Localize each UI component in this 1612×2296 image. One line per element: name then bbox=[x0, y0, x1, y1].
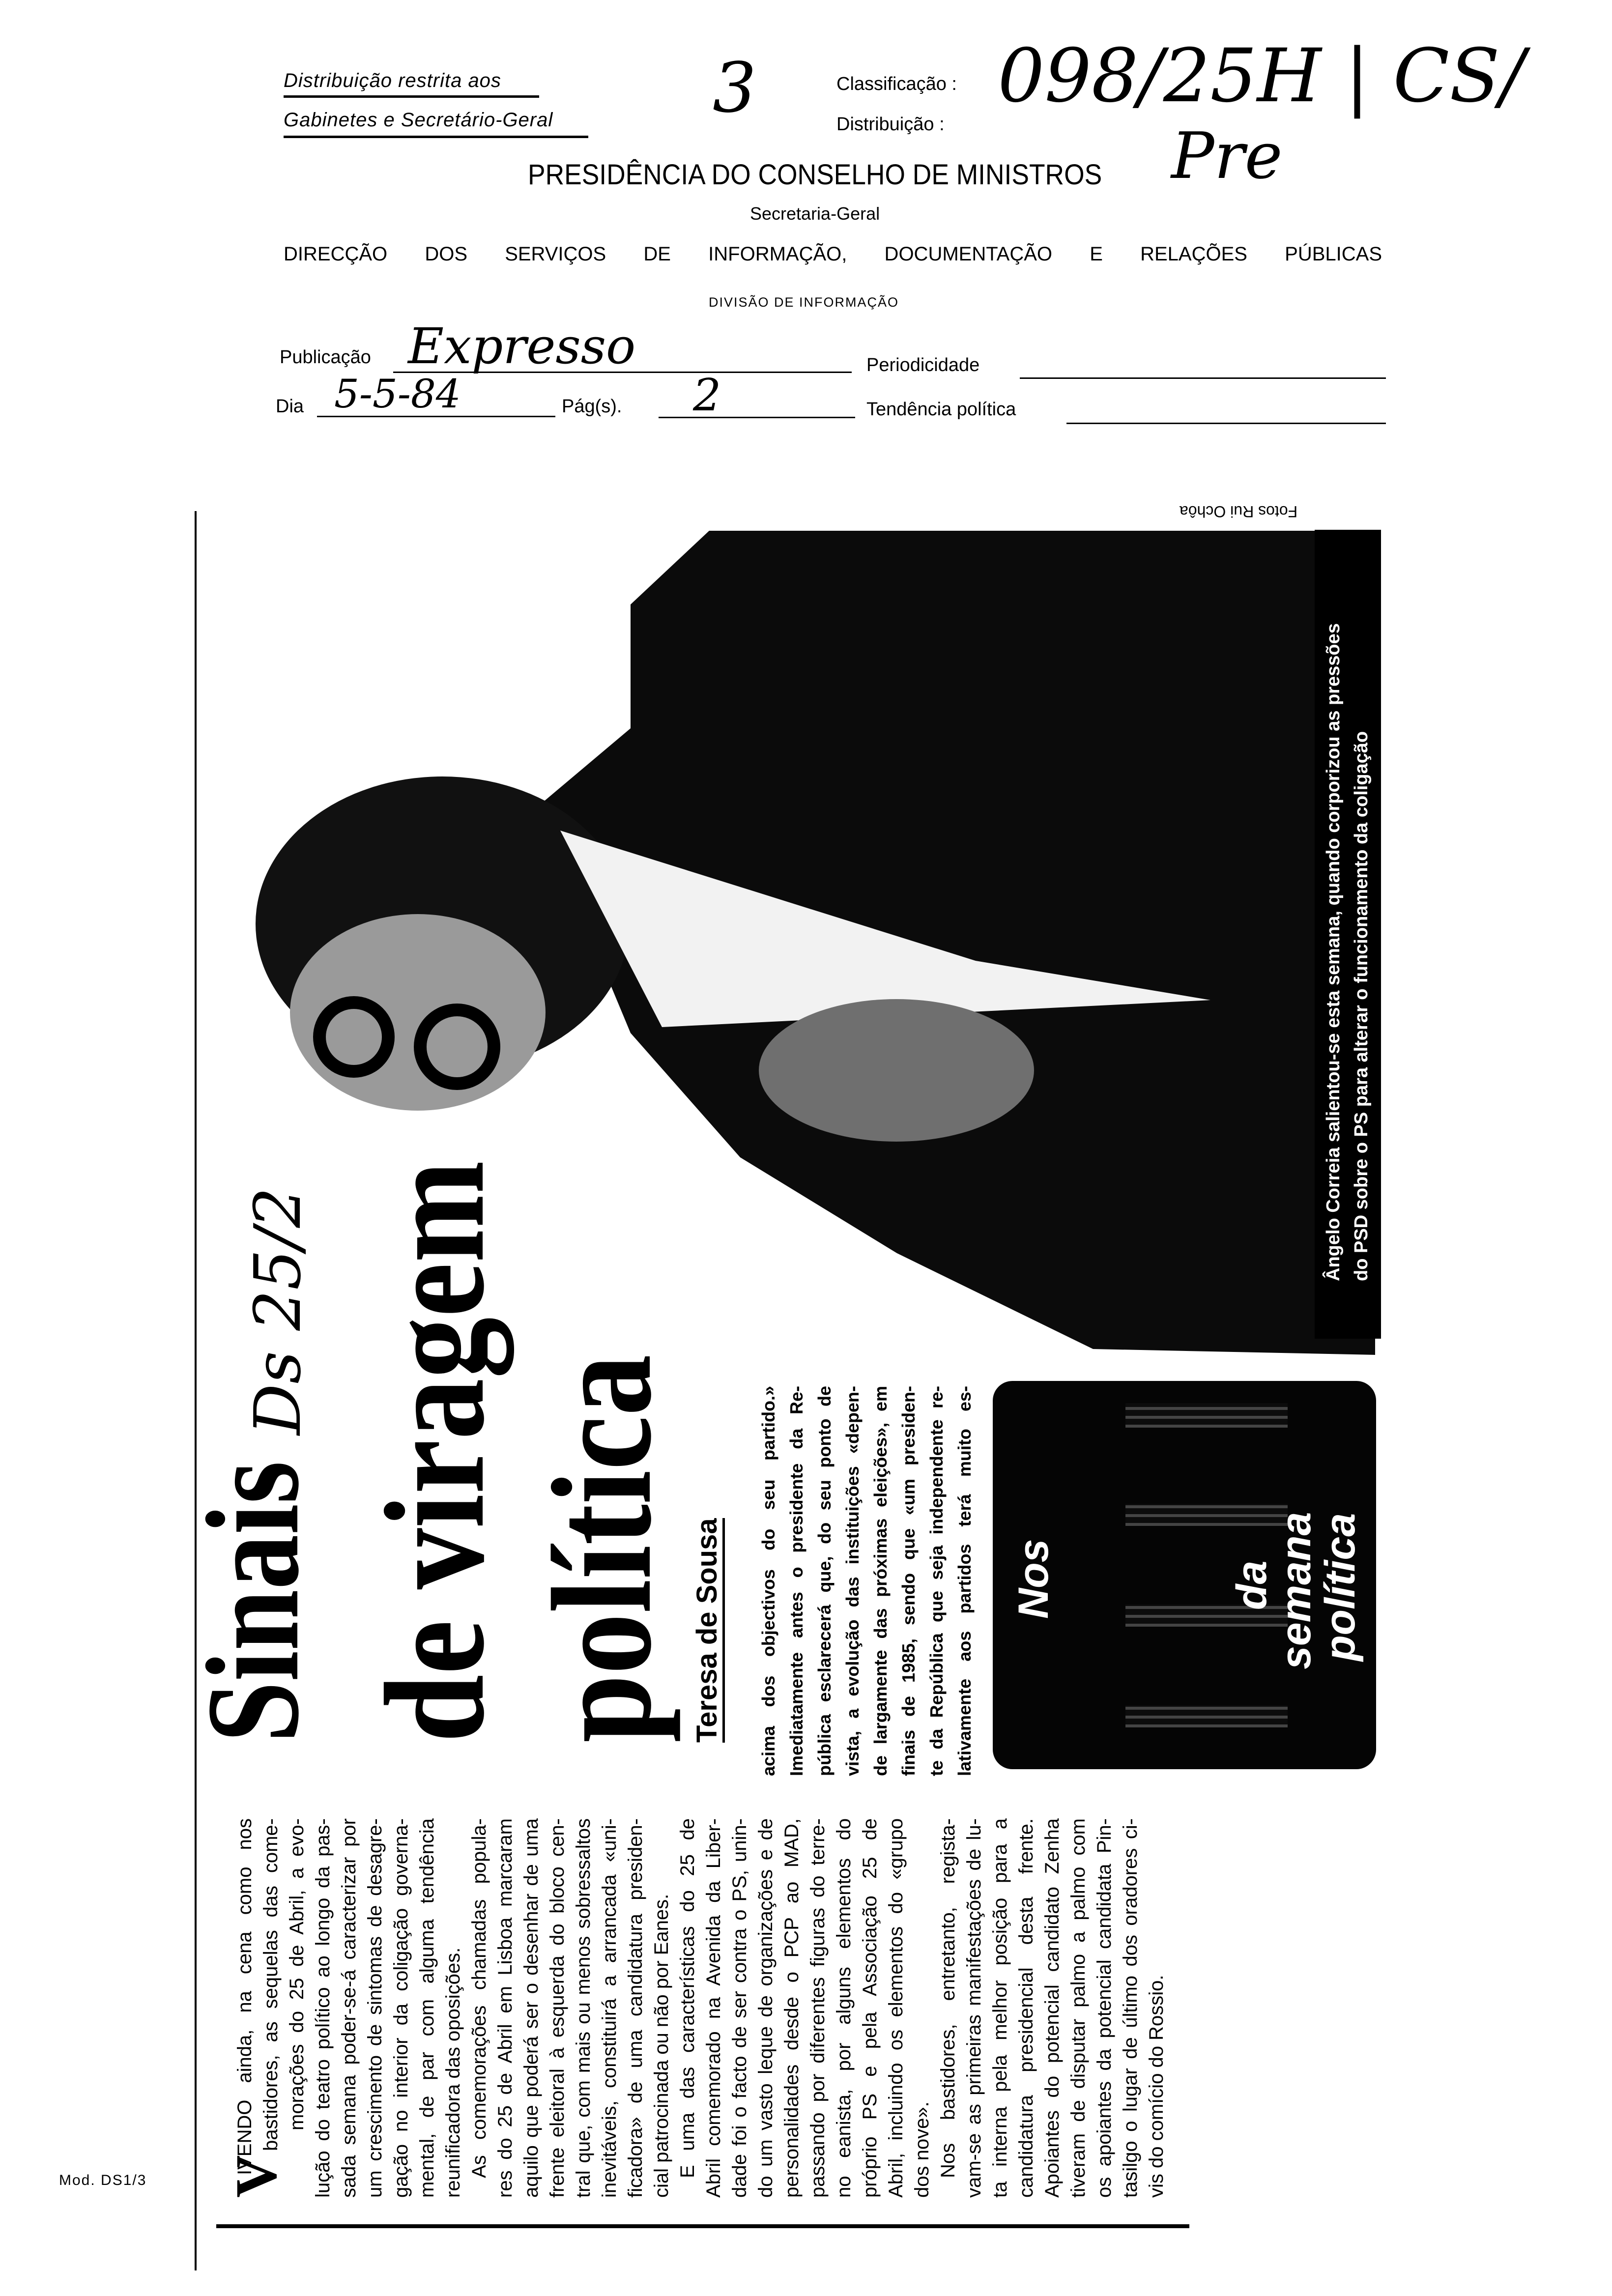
article-line: vam-se as primeiras manifestações de lu- bbox=[963, 1818, 985, 2198]
organization-title: PRESIDÊNCIA DO CONSELHO DE MINISTROS bbox=[528, 159, 1102, 191]
article-line: lativamente aos partidos terá muito es- bbox=[954, 1386, 975, 1776]
article-line: dos nove». bbox=[911, 2101, 933, 2198]
article-line: IVENDO ainda, na cena como nos bbox=[234, 1818, 256, 2175]
article-line: cial patrocinada ou não por Eanes. bbox=[651, 1894, 672, 2198]
form-code: Mod. DS1/3 bbox=[59, 2172, 147, 2188]
article-line: finais de 1985, sendo que «um presiden- bbox=[898, 1386, 919, 1776]
box-title-politica: política bbox=[1317, 1513, 1364, 1661]
article-line: res do 25 de Abril em Lisboa marcaram bbox=[494, 1818, 516, 2198]
handwritten-dia: 5-5-84 bbox=[334, 371, 461, 417]
photo-caption bbox=[1315, 530, 1381, 1339]
direccao-title: DIRECÇÃO DOS SERVIÇOS DE INFORMAÇÃO, DOCUMENTAÇÃO E RELAÇÕES PÚBLICAS bbox=[284, 243, 1382, 265]
article-line: candidatura presidencial desta frente. bbox=[1015, 1818, 1037, 2198]
article-line: ta interna pela melhor posição para a bbox=[989, 1818, 1011, 2198]
headline-line-3: política bbox=[523, 1354, 681, 1743]
article-line: E uma das características do 25 de bbox=[677, 1818, 698, 2178]
handwritten-pags: 2 bbox=[693, 370, 721, 421]
dia-label: Dia bbox=[276, 396, 304, 417]
article-line: um crescimento de sintomas de desagre- bbox=[364, 1818, 386, 2198]
handwritten-mark: 3 bbox=[713, 48, 757, 128]
pags-label: Pág(s). bbox=[562, 396, 622, 417]
classificacao-label: Classificação : bbox=[836, 74, 957, 94]
article-line: As comemorações chamadas popula- bbox=[468, 1818, 490, 2178]
handwritten-classificacao: 098/25H | CS/ bbox=[998, 33, 1525, 119]
article-line: morações do 25 de Abril, a evo- bbox=[286, 1818, 308, 2130]
article-line: acima dos objectivos do seu partido.» bbox=[758, 1386, 778, 1776]
article-line: no eanista, por alguns elementos do bbox=[833, 1818, 855, 2198]
article-line: de largamente das próximas eleições», em bbox=[870, 1386, 891, 1776]
article-line: bastidores, as sequelas das come- bbox=[260, 1818, 282, 2151]
article-line: tasilgo o lugar de último dos oradores ci- bbox=[1120, 1818, 1141, 2198]
article-line: do um vasto leque de organizações e de bbox=[755, 1818, 777, 2198]
article-line: te da República que seja independente re- bbox=[926, 1386, 947, 1776]
distribution-note-line1: Distribuição restrita aos bbox=[284, 70, 501, 91]
article-line: inevitáveis, constituirá a arrancada «uni- bbox=[599, 1818, 620, 2198]
drop-cap: V bbox=[223, 2155, 288, 2198]
handwritten-publicacao: Expresso bbox=[408, 317, 636, 375]
article-column-2 bbox=[754, 1386, 979, 1776]
box-title-da: da bbox=[1228, 1560, 1275, 1610]
article-line: Apoiantes do potencial candidato Zenha bbox=[1041, 1818, 1063, 2198]
article-clipping bbox=[179, 511, 1396, 2270]
article-line: Abril, incluindo os elementos do «grupo bbox=[885, 1818, 907, 2198]
box-stripe bbox=[1125, 1504, 1288, 1526]
article-line: Abril comemorado na Avenida da Liber- bbox=[703, 1818, 724, 2198]
handwritten-classificacao-2: Pre bbox=[1171, 118, 1283, 193]
article-line: tiveram de disputar palmo a palmo com bbox=[1067, 1818, 1089, 2198]
headline-line-2: de viragem bbox=[356, 1160, 514, 1743]
article-line: os apoiantes da potencial candidata Pin- bbox=[1094, 1818, 1115, 2198]
article-line: personalidades desde o PCP ao MAD, bbox=[781, 1818, 803, 2198]
divisao-label: DIVISÃO DE INFORMAÇÃO bbox=[709, 295, 899, 310]
article-line: vis do comício do Rossio. bbox=[1146, 1975, 1167, 2198]
box-title-semana: semana bbox=[1272, 1512, 1320, 1669]
article-line: passando por diferentes figuras do terre- bbox=[807, 1818, 829, 2198]
article-line: ficadora» de uma candidatura presiden- bbox=[625, 1818, 646, 2198]
box-title-nos: Nos bbox=[1010, 1539, 1057, 1619]
article-line: aquilo que poderá ser o desenhar de uma bbox=[520, 1818, 542, 2198]
byline: Teresa de Sousa bbox=[692, 1518, 725, 1743]
photo-credit: Fotos Rui Ochôa bbox=[1180, 503, 1298, 520]
box-stripe bbox=[1125, 1705, 1288, 1727]
nos-bastidores-box bbox=[993, 1381, 1376, 1769]
article-line: mental, de par com alguma tendência bbox=[416, 1818, 438, 2198]
caption-line-2: do PSD sobre o PS para alterar o funcionamento da coligação bbox=[1351, 731, 1372, 1281]
article-line: Imediatamente antes o presidente da Re- bbox=[786, 1386, 806, 1776]
periodicidade-label: Periodicidade bbox=[866, 355, 980, 375]
article-line: gação no interior da coligação governa- bbox=[390, 1818, 412, 2198]
handwritten-headline-note: Ds 25/2 bbox=[240, 1187, 315, 1435]
distribuicao-label: Distribuição : bbox=[836, 114, 945, 135]
article-column-1 bbox=[223, 1818, 1170, 2198]
tendencia-label: Tendência política bbox=[866, 399, 1016, 420]
article-line: frente eleitoral à esquerda do bloco cen- bbox=[547, 1818, 568, 2198]
secretaria-label: Secretaria-Geral bbox=[750, 203, 880, 224]
article-line: sada semana poder-se-á caracterizar por bbox=[338, 1818, 360, 2198]
article-line: tral que, com mais ou menos sobressaltos bbox=[573, 1818, 594, 2198]
article-line: vista, a evolução das instituições «depen- bbox=[842, 1386, 863, 1776]
headline-line-1: Sinais bbox=[179, 1461, 326, 1743]
article-line: próprio PS e pela Associação 25 de bbox=[859, 1818, 881, 2198]
publicacao-label: Publicação bbox=[280, 347, 371, 368]
article-line: lução do teatro político ao longo da pas- bbox=[312, 1818, 334, 2198]
distribution-note-line2: Gabinetes e Secretário-Geral bbox=[284, 109, 553, 131]
caption-line-1: Ângelo Correia salientou-se esta semana, quando corporizou as pressões bbox=[1323, 623, 1344, 1281]
article-line: dade foi o facto de ser contra o PS, unin- bbox=[729, 1818, 750, 2198]
article-line: Nos bastidores, entretanto, regista- bbox=[937, 1818, 959, 2178]
box-stripe bbox=[1125, 1403, 1288, 1428]
article-line: pública esclarecerá que, do seu ponto de bbox=[814, 1386, 835, 1776]
article-line: reunificadora das oposições. bbox=[442, 1947, 464, 2198]
